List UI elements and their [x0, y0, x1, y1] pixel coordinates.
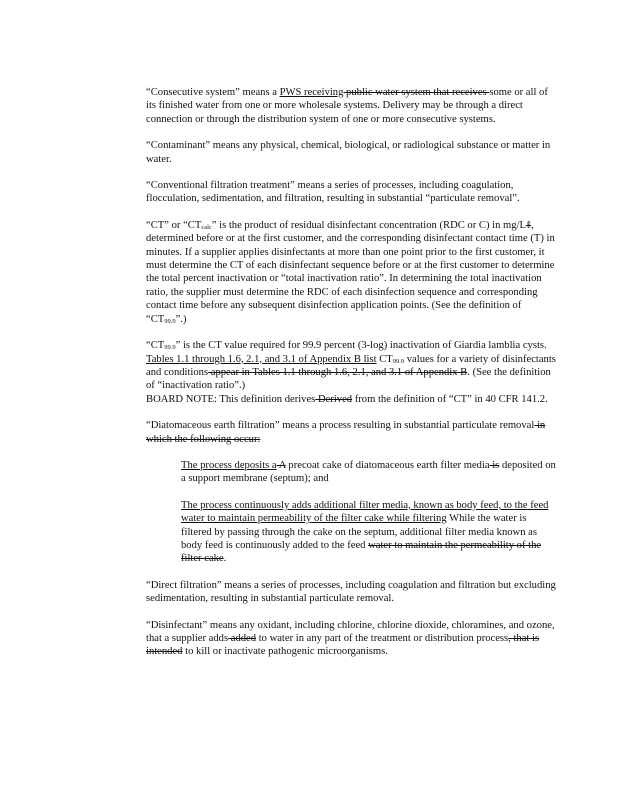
deleted-text: ℓ — [525, 219, 532, 231]
deleted-text: is — [489, 459, 500, 471]
inserted-text: Tables 1.1 through 1.6, 2.1, and 3.1 of Appendix B list — [146, 353, 377, 365]
definition-direct-filtration: “Direct filtration” means a series of processes, including coagulation and filtration but excluding sedimentation, resulting in substantial particulate removal. — [146, 579, 556, 605]
deleted-text: A — [276, 459, 286, 471]
deleted-text: added — [228, 633, 257, 644]
definition-conventional-filtration: “Conventional filtration treatment” means a series of processes, including coagulation, flocculation, sedimentation, and filtration, resulting in substantial “particulate removal”. — [146, 180, 520, 205]
inserted-text: The process deposits a — [181, 459, 277, 471]
definition-consecutive-system: “Consecutive system” means a PWS receiving public water system that receives some or all of its finished water from one or more wholesale systems. Delivery may be through a direct connection or through the distribution system of one or more consecutive systems. — [146, 87, 548, 125]
definition-ct-99-9: “$CT_{99.9}$” is the CT value required for 99.9 percent (3-log) inactivation of Giardia lamblia cysts. Tables 1.1 through 1.6, 2.1, and 3.1 of Appendix B list $CT_{99.9}$ values for a variety of disinfectants and conditions appear in Tables 1.1 through 1.6, 2.1, and 3.1 of Appendix B. (See the definition of “inactivation ratio”.) BOARD NOTE: This definition derives Derived from the definition of “CT” in 40 CFR 141.2. — [146, 340, 556, 405]
deleted-text: in which the following occur: — [146, 420, 546, 445]
inserted-text: PWS receiving — [279, 87, 344, 98]
deleted-text: Derived — [315, 393, 353, 405]
deleted-text: , that is intended — [146, 633, 540, 658]
inserted-text: The process continuously adds additional filter media, known as body feed, to the feed water to maintain permeability of the filter cake while filtering — [181, 499, 549, 525]
deleted-text: public water system that receives — [343, 87, 490, 98]
document-page — [146, 86, 558, 659]
deleted-text: water to maintain the permeability of the filter cake — [181, 539, 542, 565]
deleted-text: appear in Tables 1.1 through 1.6, 2.1, and 3.1 of Appendix B — [208, 366, 468, 378]
diatomaceous-item-2: The process continuously adds additional filter media, known as body feed, to the feed water to maintain permeability of the filter cake while filtering While the water is filtered by passing through the cake on the septum, additional filter media known as body feed is continuously added to the feed water to maintain the permeability of the filter cake. — [181, 499, 549, 565]
board-note: BOARD NOTE: This definition derives — [146, 393, 316, 405]
definition-ct: “CT” or “$CT_{calc}$” is the product of residual disinfectant concentration (RDC or C) in mg/Lℓ, determined before or at the first customer, and the corresponding disinfectant contact time (T) in minutes. If a supplier applies disinfectants at more than one point prior to the first customer, it must determine the CT of each disinfectant sequence before or at the first customer to determine the total percent inactivation or “total inactivation ratio”. In determining the total inactivation ratio, the supplier must determine the RDC of each disinfection sequence and corresponding contact time before any subsequent disinfection application points. (See the definition of “$CT_{99.9}$”.) — [146, 219, 555, 325]
definition-disinfectant: “Disinfectant” means any oxidant, including chlorine, chlorine dioxide, chloramines, and ozone, that a supplier adds added to water in any part of the treatment or distribution process, that is intended to kill or inactivate pathogenic microorganisms. — [146, 619, 555, 658]
definition-contaminant: “Contaminant” means any physical, chemical, biological, or radiological substance or matter in water. — [146, 140, 551, 165]
definition-diatomaceous-earth-filtration: “Diatomaceous earth filtration” means a process resulting in substantial particulate removal in which the following occur: — [146, 420, 546, 445]
diatomaceous-item-1: The process deposits a A precoat cake of diatomaceous earth filter media is deposited on a support membrane (septum); and — [181, 459, 556, 485]
